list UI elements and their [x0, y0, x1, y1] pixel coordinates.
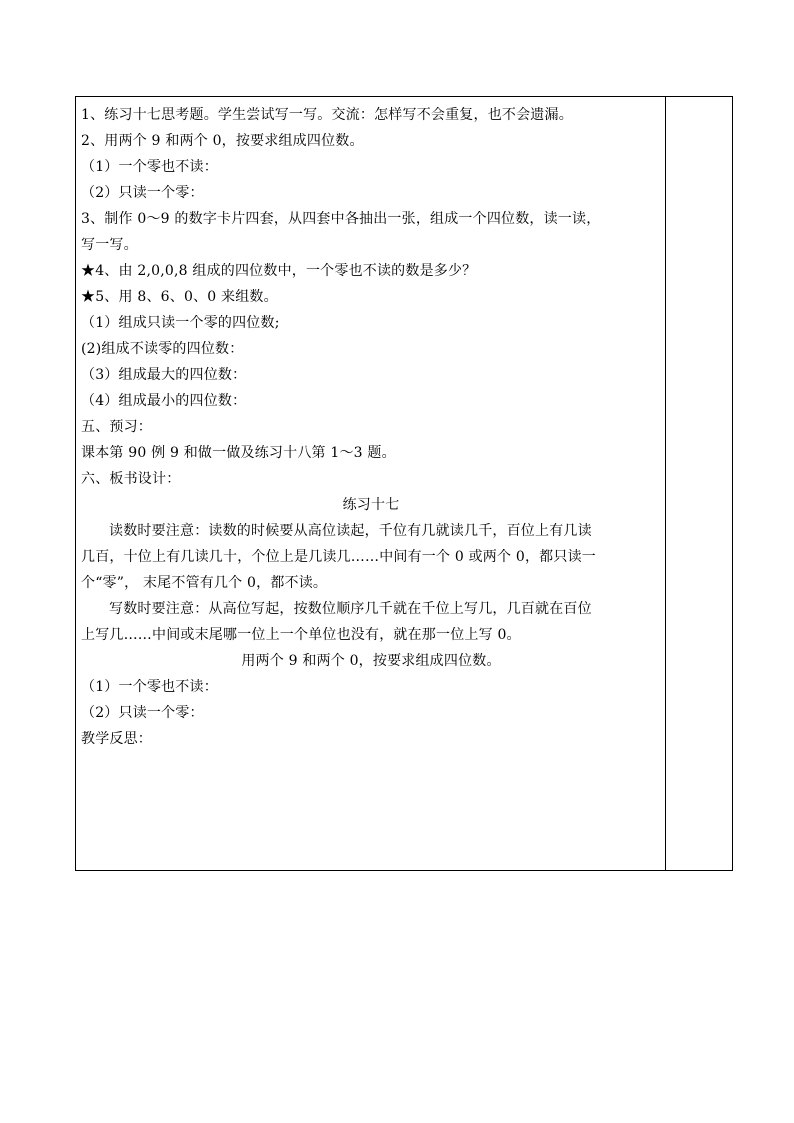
text-line: （1）组成只读一个零的四位数;: [81, 315, 280, 331]
board-title: 练习十七: [342, 497, 400, 513]
text-line: 2、用两个 9 和两个 0，按要求组成四位数。: [81, 133, 364, 149]
text-line: 课本第 90 例 9 和做一做及练习十八第 1～3 题。: [81, 445, 396, 461]
text-line: （3）组成最大的四位数：: [81, 367, 247, 383]
text-line: ★4、由 2,0,0,8 组成的四位数中，一个零也不读的数是多少？: [81, 263, 477, 279]
text-line: 五、预习：: [81, 419, 152, 435]
lesson-table: [75, 96, 733, 871]
text-line: （2）只读一个零：: [81, 185, 204, 201]
text-line: 写一写。: [81, 237, 138, 253]
notes-cell: [666, 97, 732, 870]
text-line: （4）组成最小的四位数：: [81, 393, 247, 409]
text-line: （1）一个零也不读：: [81, 159, 218, 175]
read-rule-line: 个“零”， 末尾不管有几个 0，都不读。: [81, 575, 328, 591]
text-line: 3、制作 0～9 的数字卡片四套，从四套中各抽出一张，组成一个四位数，读一读，: [81, 211, 601, 227]
board-task-title: 用两个 9 和两个 0，按要求组成四位数。: [241, 653, 501, 669]
board-task-item: （2）只读一个零：: [81, 705, 204, 721]
reflection-label: 教学反思：: [81, 731, 152, 747]
board-task-item: （1）一个零也不读：: [81, 679, 218, 695]
read-rule-line: 读数时要注意：读数的时候要从高位读起，千位有几就读几千，百位上有几读: [109, 523, 592, 539]
content-cell: [76, 97, 666, 870]
text-line: ★5、用 8、6、0、0 来组数。: [81, 289, 278, 305]
write-rule-line: 写数时要注意：从高位写起，按数位顺序几千就在千位上写几，几百就在百位: [109, 601, 592, 617]
text-line: 六、板书设计：: [81, 471, 181, 487]
write-rule-line: 上写几……中间或末尾哪一位上一个单位也没有，就在那一位上写 0。: [81, 627, 521, 643]
text-line: 1、练习十七思考题。学生尝试写一写。交流：怎样写不会重复，也不会遗漏。: [81, 107, 573, 123]
read-rule-line: 几百，十位上有几读几十，个位上是几读几……中间有一个 0 或两个 0，都只读一: [81, 549, 596, 565]
text-line: (2)组成不读零的四位数：: [81, 341, 244, 357]
